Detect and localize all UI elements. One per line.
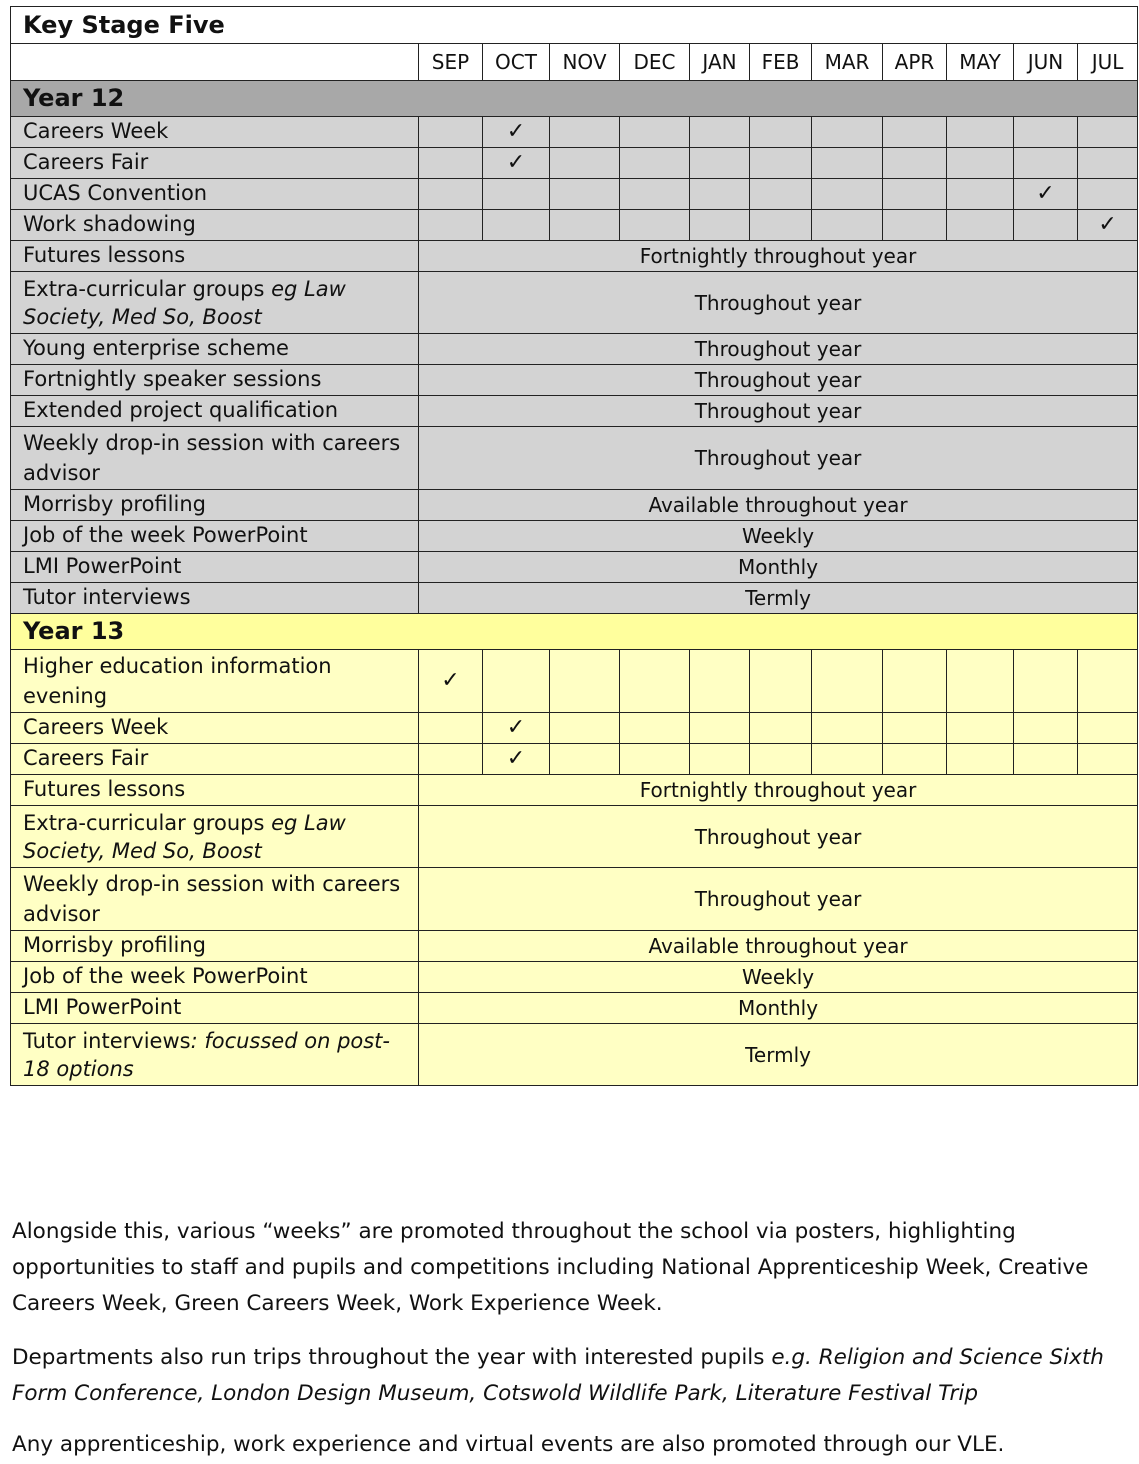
key-stage-five-table [10, 6, 1138, 1086]
table-row [11, 931, 1138, 962]
table-row [11, 427, 1138, 490]
month-cell-apr [883, 650, 947, 713]
month-header-dec: DEC [620, 44, 690, 81]
table-row [11, 1024, 1138, 1086]
table-row [11, 272, 1138, 334]
month-cell-sep [419, 713, 483, 744]
activity-cell [11, 365, 419, 396]
month-cell-nov [550, 179, 620, 210]
frequency-cell: Available throughout year [419, 490, 1138, 521]
month-cell-sep [419, 210, 483, 241]
frequency-cell: Weekly [419, 521, 1138, 552]
check-icon: ✓ [506, 714, 526, 740]
activity-cell [11, 552, 419, 583]
table-row [11, 179, 1138, 210]
month-cell-apr [883, 148, 947, 179]
month-cell-mar [812, 210, 883, 241]
activity-label: Morrisby profiling [23, 933, 206, 958]
activity-cell [11, 962, 419, 993]
month-header-jun: JUN [1014, 44, 1078, 81]
frequency-cell: Throughout year [419, 427, 1138, 490]
table-row [11, 583, 1138, 614]
month-cell-mar [812, 117, 883, 148]
table-row [11, 148, 1138, 179]
activity-label: Weekly drop-in session with careers advisor [23, 872, 401, 926]
month-cell-may [947, 713, 1014, 744]
month-cell-oct [483, 713, 550, 744]
activity-label: Higher education information evening [23, 654, 332, 708]
month-cell-sep [419, 148, 483, 179]
month-cell-jul [1078, 713, 1138, 744]
month-cell-mar [812, 148, 883, 179]
month-cell-nov [550, 210, 620, 241]
table-row [11, 713, 1138, 744]
month-cell-dec [620, 148, 690, 179]
activity-cell [11, 1024, 419, 1086]
frequency-cell: Throughout year [419, 272, 1138, 334]
month-cell-mar [812, 650, 883, 713]
month-cell-feb [750, 744, 812, 775]
activity-cell [11, 868, 419, 931]
month-cell-jun [1014, 179, 1078, 210]
activity-label: Weekly drop-in session with careers advisor [23, 431, 401, 485]
activity-label: Extra-curricular groups [23, 276, 272, 301]
activity-cell [11, 583, 419, 614]
activity-cell [11, 806, 419, 868]
activity-cell [11, 396, 419, 427]
table-row [11, 521, 1138, 552]
month-cell-jun [1014, 117, 1078, 148]
frequency-cell: Fortnightly throughout year [419, 241, 1138, 272]
month-cell-may [947, 650, 1014, 713]
month-cell-oct [483, 744, 550, 775]
activity-cell [11, 744, 419, 775]
month-cell-jul [1078, 148, 1138, 179]
check-icon: ✓ [506, 149, 526, 175]
month-cell-dec [620, 713, 690, 744]
check-icon: ✓ [1098, 211, 1117, 237]
month-header-mar: MAR [812, 44, 883, 81]
activity-label: LMI PowerPoint [23, 995, 182, 1020]
month-cell-may [947, 179, 1014, 210]
month-cell-feb [750, 650, 812, 713]
month-cell-may [947, 117, 1014, 148]
month-cell-may [947, 744, 1014, 775]
month-cell-feb [750, 713, 812, 744]
month-cell-nov [550, 744, 620, 775]
frequency-cell: Throughout year [419, 396, 1138, 427]
month-cell-sep [419, 650, 483, 713]
frequency-cell: Termly [419, 1024, 1138, 1086]
activity-label: Tutor interviews [23, 585, 191, 610]
check-icon: ✓ [1036, 180, 1055, 206]
month-cell-apr [883, 210, 947, 241]
table-row [11, 396, 1138, 427]
table-row [11, 962, 1138, 993]
activity-cell [11, 179, 419, 210]
activity-label: Tutor interviews [23, 1028, 191, 1053]
activity-label: Extra-curricular groups [23, 810, 272, 835]
activity-label: UCAS Convention [23, 181, 208, 206]
activity-label: Careers Fair [23, 150, 149, 175]
table-row [11, 117, 1138, 148]
frequency-cell: Throughout year [419, 868, 1138, 931]
month-cell-jul [1078, 650, 1138, 713]
activity-label: Futures lessons [23, 777, 186, 802]
table-row [11, 650, 1138, 713]
month-cell-jan [690, 148, 750, 179]
month-header-jan: JAN [690, 44, 750, 81]
trips-examples: e.g. Religion and Science Sixth Form Conference, London Design Museum, Cotswold Wildlife Park, Literature Festival Trip [12, 1345, 1104, 1406]
activity-label: Job of the week PowerPoint [23, 523, 308, 548]
frequency-cell: Fortnightly throughout year [419, 775, 1138, 806]
month-header-feb: FEB [750, 44, 812, 81]
activity-cell [11, 931, 419, 962]
table-title: Key Stage Five [11, 7, 1138, 44]
month-cell-nov [550, 117, 620, 148]
month-cell-jan [690, 713, 750, 744]
activity-cell [11, 650, 419, 713]
blank-header-cell [11, 44, 419, 81]
activity-cell [11, 521, 419, 552]
table-row [11, 365, 1138, 396]
check-icon: ✓ [441, 667, 460, 693]
month-cell-jul [1078, 179, 1138, 210]
activity-label: Morrisby profiling [23, 492, 206, 517]
table-row [11, 490, 1138, 521]
month-cell-feb [750, 179, 812, 210]
month-cell-jan [690, 210, 750, 241]
month-cell-feb [750, 117, 812, 148]
month-header-may: MAY [947, 44, 1014, 81]
month-cell-dec [620, 744, 690, 775]
activity-label: Careers Week [23, 119, 169, 144]
month-cell-feb [750, 148, 812, 179]
vle-paragraph: Any apprenticeship, work experience and virtual events are also promoted through our VLE. [12, 1432, 1005, 1457]
frequency-cell: Termly [419, 583, 1138, 614]
month-header-jul: JUL [1078, 44, 1138, 81]
activity-label: Extended project qualification [23, 398, 339, 423]
month-cell-oct [483, 210, 550, 241]
section-heading: Year 12 [11, 81, 1138, 117]
month-cell-apr [883, 117, 947, 148]
activity-label: Job of the week PowerPoint [23, 964, 308, 989]
frequency-cell: Weekly [419, 962, 1138, 993]
activity-note: eg Law Society, Med So, Boost [23, 810, 346, 863]
month-header-apr: APR [883, 44, 947, 81]
month-cell-mar [812, 179, 883, 210]
activity-cell [11, 490, 419, 521]
activity-note: : focussed on post-18 options [23, 1028, 390, 1081]
month-cell-apr [883, 179, 947, 210]
month-cell-oct [483, 650, 550, 713]
activity-cell [11, 427, 419, 490]
activity-label: Fortnightly speaker sessions [23, 367, 322, 392]
activity-label: LMI PowerPoint [23, 554, 182, 579]
month-cell-jan [690, 650, 750, 713]
table-row [11, 744, 1138, 775]
month-cell-oct [483, 117, 550, 148]
month-cell-jun [1014, 744, 1078, 775]
month-header-nov: NOV [550, 44, 620, 81]
month-cell-oct [483, 179, 550, 210]
month-cell-sep [419, 179, 483, 210]
activity-label: Careers Week [23, 715, 169, 740]
month-cell-dec [620, 117, 690, 148]
table-row [11, 241, 1138, 272]
activity-cell [11, 334, 419, 365]
month-cell-jun [1014, 210, 1078, 241]
activity-cell [11, 210, 419, 241]
month-cell-dec [620, 650, 690, 713]
activity-cell [11, 713, 419, 744]
month-cell-jul [1078, 117, 1138, 148]
frequency-cell: Throughout year [419, 806, 1138, 868]
activity-label: Futures lessons [23, 243, 186, 268]
activity-cell [11, 993, 419, 1024]
activity-label: Careers Fair [23, 746, 149, 771]
weeks-paragraph: Alongside this, various “weeks” are promoted throughout the school via posters, highlighting opportunities to staff and pupils and competitions including National Apprenticeship Week, Creative Careers Week, Green Careers Week, Work Experience Week. [12, 1219, 1089, 1316]
month-header-sep: SEP [419, 44, 483, 81]
month-cell-jun [1014, 148, 1078, 179]
month-cell-oct [483, 148, 550, 179]
table-row [11, 552, 1138, 583]
table-row [11, 993, 1138, 1024]
activity-label: Work shadowing [23, 212, 196, 237]
activity-cell [11, 272, 419, 334]
month-cell-dec [620, 210, 690, 241]
month-cell-jun [1014, 713, 1078, 744]
activity-cell [11, 117, 419, 148]
month-cell-sep [419, 117, 483, 148]
month-cell-jul [1078, 210, 1138, 241]
month-cell-mar [812, 744, 883, 775]
month-cell-dec [620, 179, 690, 210]
frequency-cell: Monthly [419, 552, 1138, 583]
month-cell-jan [690, 117, 750, 148]
table-row [11, 806, 1138, 868]
month-cell-jul [1078, 744, 1138, 775]
month-cell-may [947, 210, 1014, 241]
section-heading: Year 13 [11, 614, 1138, 650]
frequency-cell: Available throughout year [419, 931, 1138, 962]
table-row [11, 334, 1138, 365]
month-cell-apr [883, 713, 947, 744]
month-cell-nov [550, 148, 620, 179]
check-icon: ✓ [506, 118, 526, 144]
frequency-cell: Monthly [419, 993, 1138, 1024]
month-cell-jan [690, 179, 750, 210]
month-header-oct: OCT [483, 44, 550, 81]
table-row [11, 868, 1138, 931]
activity-note: eg Law Society, Med So, Boost [23, 276, 346, 329]
trips-paragraph [12, 1340, 1122, 1412]
trips-intro: Departments also run trips throughout the year with interested pupils [12, 1345, 772, 1370]
month-cell-sep [419, 744, 483, 775]
month-cell-jun [1014, 650, 1078, 713]
check-icon: ✓ [506, 745, 526, 771]
table-row [11, 775, 1138, 806]
month-cell-nov [550, 650, 620, 713]
month-cell-mar [812, 713, 883, 744]
activity-label: Young enterprise scheme [23, 336, 289, 361]
activity-cell [11, 241, 419, 272]
month-cell-may [947, 148, 1014, 179]
activity-cell [11, 775, 419, 806]
frequency-cell: Throughout year [419, 365, 1138, 396]
month-cell-apr [883, 744, 947, 775]
table-row [11, 210, 1138, 241]
activity-cell [11, 148, 419, 179]
month-cell-jan [690, 744, 750, 775]
frequency-cell: Throughout year [419, 334, 1138, 365]
month-cell-feb [750, 210, 812, 241]
month-cell-nov [550, 713, 620, 744]
